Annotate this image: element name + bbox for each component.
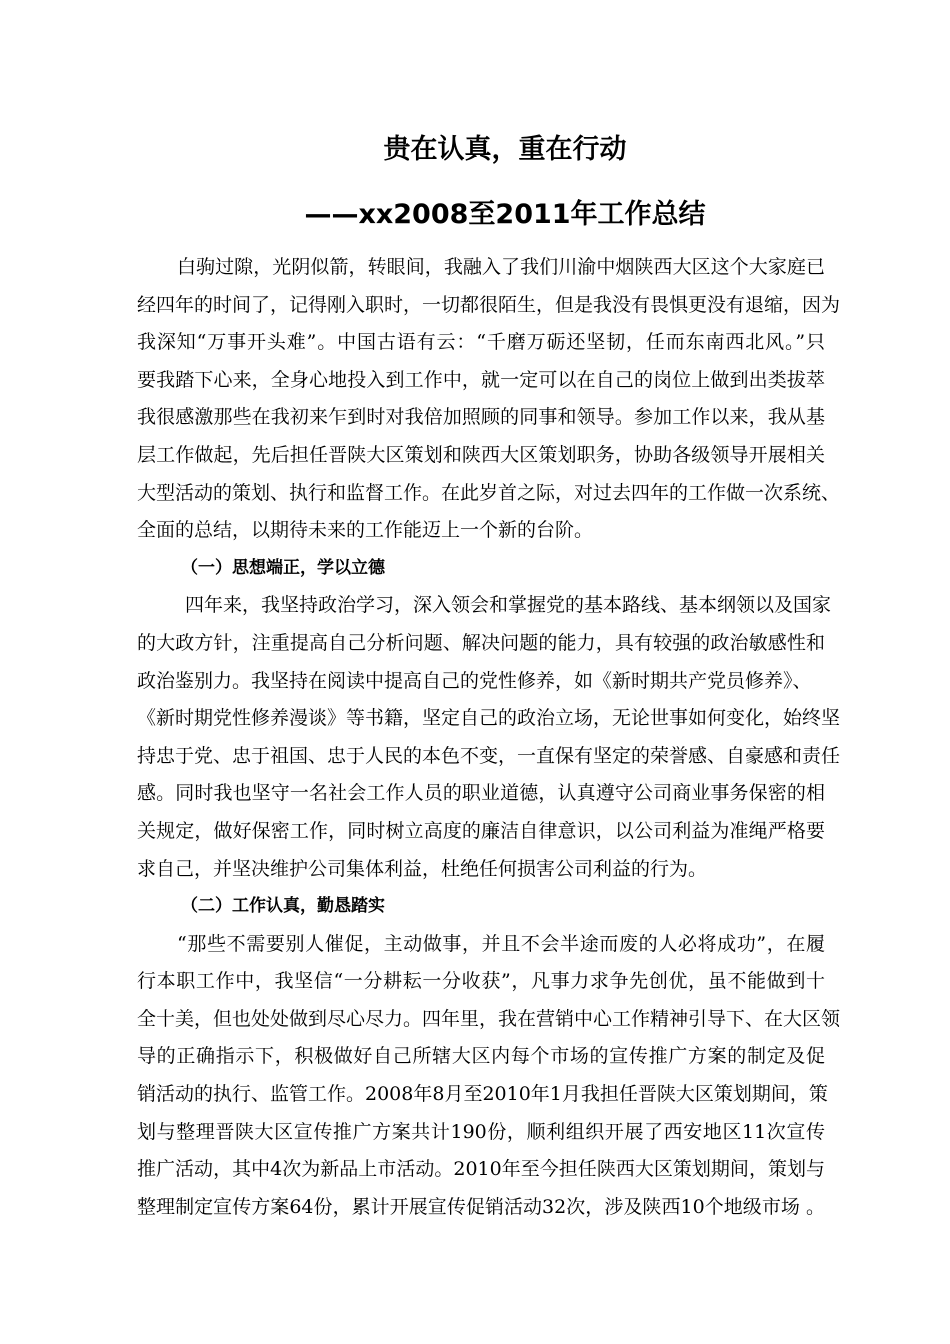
paragraph-line: 持忠于党、忠于祖国、忠于人民的本色不变，一直保有坚定的荣誉感、自豪感和责任 bbox=[137, 744, 841, 767]
paragraph-line: 我很感激那些在我初来乍到时对我倍加照顾的同事和领导。参加工作以来，我从基 bbox=[137, 406, 825, 429]
paragraph-line: 白驹过隙，光阴似箭，转眼间，我融入了我们川渝中烟陕西大区这个大家庭已 bbox=[177, 256, 825, 278]
paragraph-line: 全十美，但也处处做到尽心尽力。四年里，我在营销中心工作精神引导下、在大区领 bbox=[137, 1007, 841, 1030]
section-heading: （二）工作认真，勤恳踏实 bbox=[181, 896, 385, 917]
paragraph-line: 销活动的执行、监管工作。2008年8月至2010年1月我担任晋陕大区策划期间，策 bbox=[137, 1083, 828, 1106]
paragraph-line: 要我踏下心来，全身心地投入到工作中，就一定可以在自己的岗位上做到出类拔萃 bbox=[137, 368, 825, 391]
paragraph-line: 《新时期党性修养漫谈》等书籍，坚定自己的政治立场，无论世事如何变化，始终坚 bbox=[137, 707, 841, 730]
paragraph-line: 我深知“万事开头难”。中国古语有云：“千磨万砺还坚韧，任而东南西北风。”只 bbox=[137, 331, 825, 354]
document-title: 贵在认真，重在行动 bbox=[383, 134, 627, 165]
paragraph-line: 推广活动，其中4次为新品上市活动。2010年至今担任陕西大区策划期间，策划与 bbox=[137, 1158, 825, 1181]
section-heading: （一）思想端正，学以立德 bbox=[181, 557, 385, 578]
paragraph-line: 整理制定宣传方案64份，累计开展宣传促销活动32次，涉及陕西10个地级市场 。 bbox=[137, 1195, 825, 1218]
paragraph-line: 政治鉴别力。我坚持在阅读中提高自己的党性修养，如《新时期共产党员修养》、 bbox=[137, 669, 812, 692]
paragraph-line: 经四年的时间了，记得刚入职时，一切都很陌生，但是我没有畏惧更没有退缩，因为 bbox=[137, 293, 841, 316]
paragraph-line: 关规定，做好保密工作，同时树立高度的廉洁自律意识，以公司利益为准绳严格要 bbox=[137, 819, 825, 842]
paragraph-line: 的大政方针，注重提高自己分析问题、解决问题的能力，具有较强的政治敏感性和 bbox=[137, 631, 825, 654]
paragraph-line: 四年来，我坚持政治学习，深入领会和掌握党的基本路线、基本纲领以及国家 bbox=[185, 594, 832, 617]
paragraph-line: 全面的总结，以期待未来的工作能迈上一个新的台阶。 bbox=[137, 519, 594, 542]
paragraph-line: “那些不需要别人催促，主动做事，并且不会半途而废的人必将成功”，在履 bbox=[177, 932, 825, 955]
paragraph-line: 层工作做起，先后担任晋陕大区策划和陕西大区策划职务，协助各级领导开展相关 bbox=[137, 443, 825, 466]
paragraph-line: 大型活动的策划、执行和监督工作。在此岁首之际，对过去四年的工作做一次系统、 bbox=[137, 481, 841, 504]
document-subtitle: ——xx2008至2011年工作总结 bbox=[304, 199, 706, 230]
paragraph-line: 感。同时我也坚守一名社会工作人员的职业道德，认真遵守公司商业事务保密的相 bbox=[137, 782, 825, 805]
paragraph-line: 导的正确指示下，积极做好自己所辖大区内每个市场的宣传推广方案的制定及促 bbox=[137, 1045, 825, 1068]
paragraph-line: 划与整理晋陕大区宣传推广方案共计190份，顺利组织开展了西安地区11次宣传 bbox=[137, 1120, 825, 1143]
paragraph-line: 求自己，并坚决维护公司集体利益，杜绝任何损害公司利益的行为。 bbox=[137, 857, 708, 880]
paragraph-line: 行本职工作中，我坚信“一分耕耘一分收获”，凡事力求争先创优，虽不能做到十 bbox=[137, 970, 825, 993]
document-body bbox=[137, 249, 841, 1226]
